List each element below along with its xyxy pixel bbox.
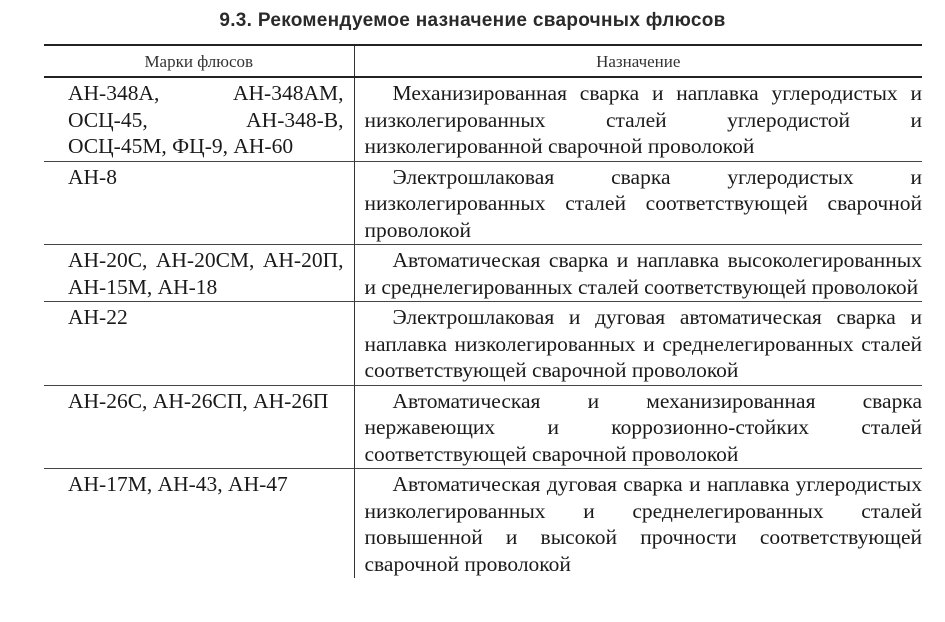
header-brands: Марки флюсов bbox=[44, 45, 354, 77]
table-title: 9.3. Рекомендуемое назначение сварочных флюсов bbox=[219, 10, 726, 31]
flux-purpose-cell: Механизированная сварка и наплавка углеродистых и низколегированных сталей углеродистой и низколегированной сварочной проволокой bbox=[354, 77, 922, 161]
table-row bbox=[44, 245, 922, 302]
table-row bbox=[44, 77, 922, 161]
flux-purpose-cell: Электрошлаковая и дуговая автоматическая сварка и наплавка низколегированных и среднелегированных сталей соответствующей сварочной проволокой bbox=[354, 302, 922, 386]
table-row bbox=[44, 469, 922, 579]
flux-brands-cell: АН-348А, АН-348АМ, ОСЦ-45, АН-348-В, ОСЦ-45М, ФЦ-9, АН-60 bbox=[44, 77, 354, 161]
flux-brands-cell: АН-20С, АН-20СМ, АН-20П, АН-15М, АН-18 bbox=[44, 245, 354, 302]
table-row bbox=[44, 385, 922, 469]
flux-purpose-cell: Электрошлаковая сварка углеродистых и низколегированных сталей соответствующей сварочной проволокой bbox=[354, 161, 922, 245]
flux-brands-cell: АН-8 bbox=[44, 161, 354, 245]
table-row bbox=[44, 161, 922, 245]
flux-table bbox=[44, 44, 922, 578]
header-row bbox=[44, 45, 922, 77]
flux-brands-cell: АН-17М, АН-43, АН-47 bbox=[44, 469, 354, 579]
flux-purpose-cell: Автоматическая дуговая сварка и наплавка углеродистых низколегированных и среднелегированных сталей повышенной и высокой прочности соответствующей сварочной проволокой bbox=[364, 472, 922, 576]
table-row bbox=[44, 302, 922, 386]
flux-brands-cell: АН-26С, АН-26СП, АН-26П bbox=[44, 385, 354, 469]
flux-purpose-cell: Автоматическая сварка и наплавка высоколегированных и среднелегированных сталей соответствующей проволокой bbox=[354, 245, 922, 302]
header-purpose: Назначение bbox=[354, 45, 922, 77]
flux-purpose-cell: Автоматическая и механизированная сварка нержавеющих и коррозионно-стойких сталей соответствующей сварочной проволокой bbox=[354, 385, 922, 469]
flux-brands-cell: АН-22 bbox=[44, 302, 354, 386]
